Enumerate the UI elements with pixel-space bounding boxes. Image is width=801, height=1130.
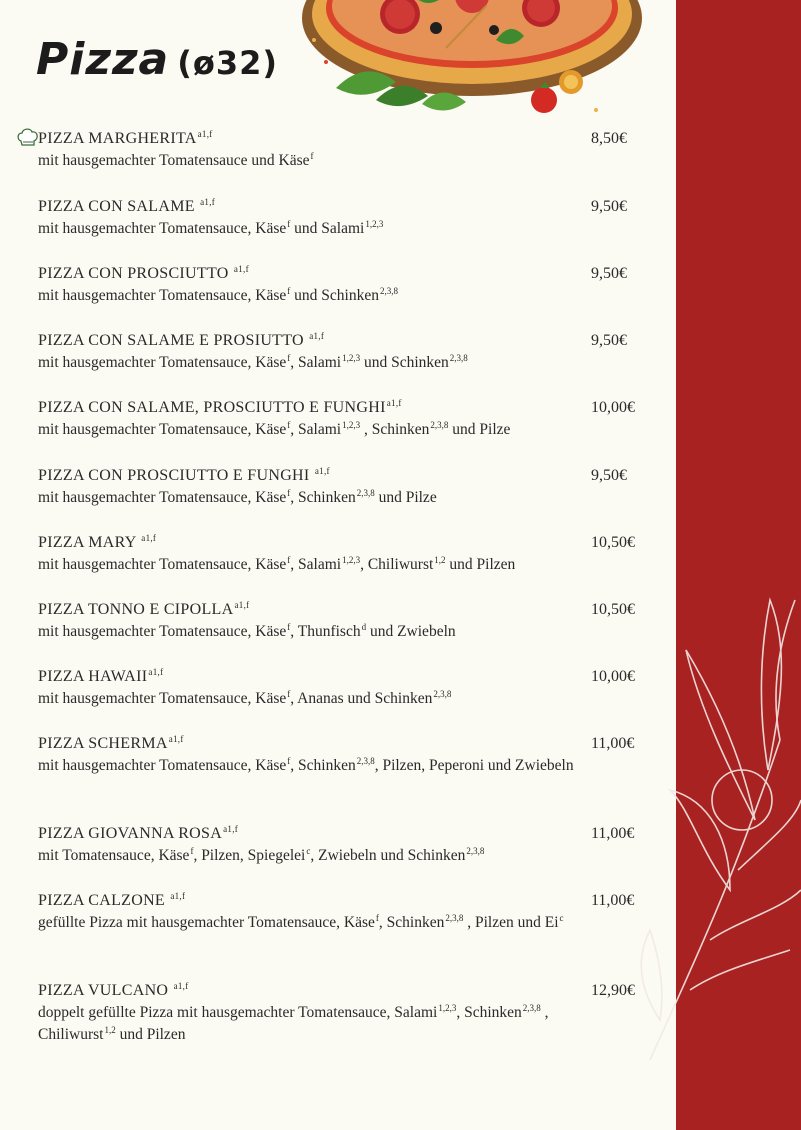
description-allergens: 1,2,3: [438, 1003, 457, 1013]
menu-item-description: [38, 1002, 586, 1046]
description-text: doppelt gefüllte Pizza mit hausgemachter Tomatensauce, Salami: [38, 1004, 438, 1021]
menu-item-description: [38, 688, 586, 710]
description-allergens: c: [306, 846, 311, 856]
description-allergens: 1,2,3: [342, 353, 361, 363]
description-allergens: c: [559, 913, 564, 923]
menu-item: [38, 666, 658, 710]
menu-item-name-allergens: a1,f: [148, 667, 164, 677]
menu-item-name-text: PIZZA CON SALAME, PROSCIUTTO E FUNGHI: [38, 399, 386, 416]
description-allergens: 1,2,3: [342, 555, 361, 565]
description-text: mit hausgemachter Tomatensauce, Käse: [38, 623, 287, 640]
menu-title: [36, 34, 278, 85]
description-allergens: f: [287, 353, 291, 363]
menu-item-name-text: PIZZA MARGHERITA: [38, 130, 197, 147]
description-text: und Schinken: [360, 354, 449, 371]
description-text: mit hausgemachter Tomatensauce, Käse: [38, 421, 287, 438]
description-text: und Pilzen: [445, 556, 516, 573]
menu-title-text: Pizza: [36, 34, 170, 85]
description-text: , Schinken: [378, 914, 445, 931]
menu-item: [38, 980, 658, 1046]
description-text: , Pilzen und Ei: [463, 914, 559, 931]
menu-item-name-text: PIZZA TONNO E CIPOLLA: [38, 601, 234, 618]
menu-item-name-allergens: a1,f: [168, 734, 184, 744]
menu-item-name-text: PIZZA CON SALAME: [38, 198, 200, 215]
description-text: gefüllte Pizza mit hausgemachter Tomatensauce, Käse: [38, 914, 375, 931]
menu-item-name-text: PIZZA CON PROSCIUTTO: [38, 265, 233, 282]
description-allergens: 2,3,8: [379, 286, 398, 296]
menu-item-name: [38, 196, 658, 218]
menu-item-price: 10,50€: [591, 601, 635, 618]
description-text: , Salami: [290, 556, 342, 573]
description-text: , Zwiebeln und Schinken: [310, 847, 466, 864]
description-text: und Salami: [290, 220, 365, 237]
menu-item-description: [38, 218, 586, 240]
description-text: , Schinken: [290, 489, 356, 506]
menu-item: [38, 599, 658, 643]
description-allergens: f: [287, 219, 291, 229]
description-text: , Chiliwurst: [360, 556, 434, 573]
menu-item-name-allergens: a1,f: [309, 331, 325, 341]
description-allergens: 1,2: [104, 1025, 116, 1035]
menu-item-name: [38, 263, 658, 285]
description-text: , Pilzen, Peperoni und Zwiebeln: [374, 757, 574, 774]
description-text: mit hausgemachter Tomatensauce, Käse: [38, 220, 287, 237]
description-text: und Zwiebeln: [366, 623, 456, 640]
menu-item: [38, 733, 658, 777]
menu-item-description: [38, 554, 586, 576]
menu-item-name: [38, 823, 658, 845]
menu-item-price: 9,50€: [591, 265, 627, 282]
menu-item: [38, 890, 658, 934]
menu-item-name-allergens: a1,f: [173, 981, 189, 991]
description-text: mit Tomatensauce, Käse: [38, 847, 190, 864]
menu-item-price: 10,00€: [591, 399, 635, 416]
description-allergens: 2,3,8: [445, 913, 464, 923]
menu-item-description: [38, 755, 586, 777]
description-text: , Pilzen, Spiegelei: [193, 847, 306, 864]
description-allergens: f: [375, 913, 379, 923]
description-text: mit hausgemachter Tomatensauce und Käse: [38, 152, 310, 169]
description-allergens: 2,3,8: [466, 846, 485, 856]
description-text: mit hausgemachter Tomatensauce, Käse: [38, 556, 287, 573]
menu-item: [38, 532, 658, 576]
menu-item: [38, 397, 658, 441]
menu-size: (ø32): [177, 44, 279, 82]
description-allergens: f: [310, 151, 314, 161]
menu-item-name-allergens: a1,f: [170, 891, 186, 901]
menu-item-description: [38, 912, 586, 934]
menu-item-name-text: PIZZA CON PROSCIUTTO E FUNGHI: [38, 467, 314, 484]
description-allergens: 1,2,3: [342, 420, 361, 430]
menu-item-name-text: PIZZA HAWAII: [38, 668, 148, 685]
menu-item-name-allergens: a1,f: [233, 264, 249, 274]
menu-item-name: [38, 532, 658, 554]
menu-item-description: [38, 845, 586, 867]
description-text: und Schinken: [290, 287, 379, 304]
menu-item: [38, 128, 658, 172]
description-allergens: f: [190, 846, 194, 856]
description-allergens: 2,3,8: [356, 756, 375, 766]
menu-item-name: [38, 599, 658, 621]
description-text: , Ananas und Schinken: [290, 690, 433, 707]
menu-item-name: [38, 890, 658, 912]
description-allergens: 1,2,3: [365, 219, 384, 229]
menu-item-name: [38, 465, 658, 487]
menu-item-price: 8,50€: [591, 130, 627, 147]
menu-item-name-text: PIZZA SCHERMA: [38, 735, 168, 752]
description-text: , Salami: [290, 421, 342, 438]
menu-item-price: 11,00€: [591, 892, 635, 909]
description-allergens: f: [287, 488, 291, 498]
menu-item-price: 9,50€: [591, 467, 627, 484]
menu-item-description: [38, 285, 586, 307]
description-text: mit hausgemachter Tomatensauce, Käse: [38, 354, 287, 371]
menu-item-description: [38, 621, 586, 643]
description-text: mit hausgemachter Tomatensauce, Käse: [38, 757, 287, 774]
menu-item-name-allergens: a1,f: [141, 533, 157, 543]
menu-item: [38, 263, 658, 307]
description-allergens: 2,3,8: [430, 420, 449, 430]
menu-item: [38, 465, 658, 509]
description-text: mit hausgemachter Tomatensauce, Käse: [38, 287, 287, 304]
description-text: , Schinken: [290, 757, 356, 774]
menu-item: [38, 330, 658, 374]
menu-item: [38, 823, 658, 867]
description-allergens: 2,3,8: [433, 689, 452, 699]
menu-item-name: [38, 128, 658, 150]
description-text: , Schinken: [360, 421, 430, 438]
description-allergens: f: [287, 756, 291, 766]
menu-item-name-allergens: a1,f: [386, 398, 402, 408]
description-allergens: 2,3,8: [449, 353, 468, 363]
menu-item-price: 11,00€: [591, 825, 635, 842]
menu-item-name-allergens: a1,f: [223, 824, 239, 834]
description-allergens: f: [287, 689, 291, 699]
description-text: und Pilzen: [115, 1026, 186, 1043]
menu-item-description: [38, 487, 586, 509]
description-allergens: f: [287, 555, 291, 565]
menu-item-price: 9,50€: [591, 332, 627, 349]
description-text: , Thunfisch: [290, 623, 361, 640]
menu-item-name-text: PIZZA CALZONE: [38, 892, 170, 909]
description-text: mit hausgemachter Tomatensauce, Käse: [38, 489, 287, 506]
description-allergens: 1,2: [434, 555, 446, 565]
description-allergens: f: [287, 420, 291, 430]
menu-item-name: [38, 733, 658, 755]
menu-item-name-allergens: a1,f: [197, 129, 213, 139]
menu-item-description: [38, 419, 586, 441]
description-text: , Chiliwurst: [38, 1004, 549, 1043]
menu-item-name: [38, 330, 658, 352]
description-allergens: 2,3,8: [522, 1003, 541, 1013]
menu-item-price: 9,50€: [591, 198, 627, 215]
description-allergens: 2,3,8: [356, 488, 375, 498]
description-text: , Salami: [290, 354, 342, 371]
menu-item-price: 12,90€: [591, 982, 635, 999]
menu-item-name-text: PIZZA GIOVANNA ROSA: [38, 825, 223, 842]
description-allergens: f: [287, 286, 291, 296]
menu-item-name-text: PIZZA CON SALAME E PROSIUTTO: [38, 332, 309, 349]
menu-item-name-allergens: a1,f: [234, 600, 250, 610]
menu-item-price: 11,00€: [591, 735, 635, 752]
menu-item-description: [38, 352, 586, 374]
description-text: , Schinken: [456, 1004, 522, 1021]
menu-item-name-allergens: a1,f: [200, 197, 216, 207]
menu-item: [38, 196, 658, 240]
description-text: mit hausgemachter Tomatensauce, Käse: [38, 690, 287, 707]
description-text: und Pilze: [448, 421, 511, 438]
chef-hat-icon: [17, 127, 39, 147]
description-allergens: f: [287, 622, 291, 632]
description-allergens: d: [361, 622, 367, 632]
menu-item-price: 10,50€: [591, 534, 635, 551]
description-text: und Pilze: [374, 489, 437, 506]
menu-item-price: 10,00€: [591, 668, 635, 685]
menu-item-name-text: PIZZA VULCANO: [38, 982, 173, 999]
menu-item-name: [38, 980, 658, 1002]
menu-item-name: [38, 666, 658, 688]
pizza-illustration: [296, 0, 646, 130]
menu-item-description: [38, 150, 586, 172]
menu-item-name: [38, 397, 658, 419]
menu-item-name-allergens: a1,f: [314, 466, 330, 476]
menu-item-name-text: PIZZA MARY: [38, 534, 141, 551]
